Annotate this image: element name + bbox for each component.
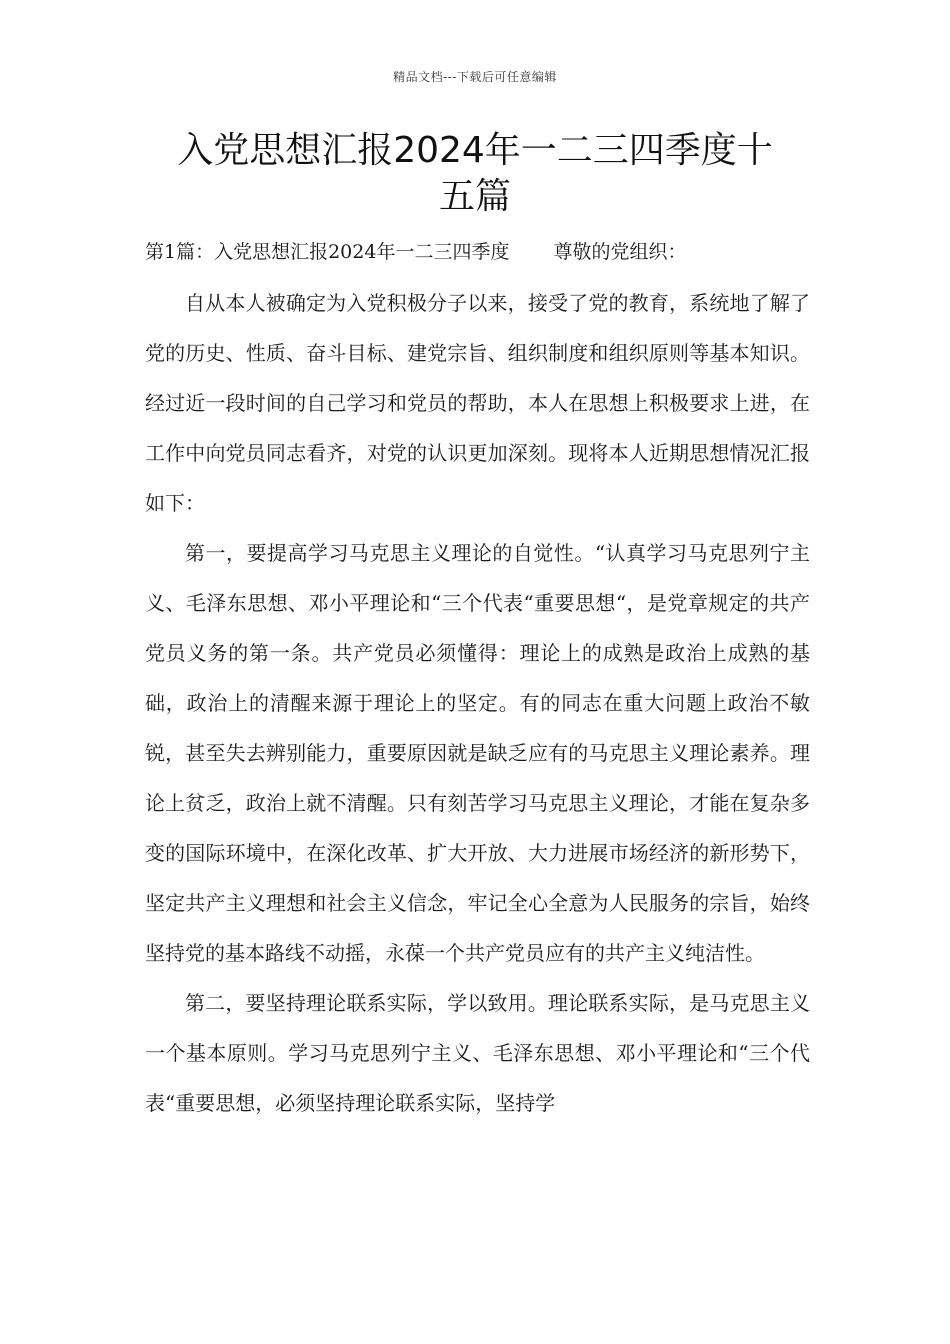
document-title-line-1: 入党思想汇报2024年一二三四季度十: [177, 130, 773, 171]
document-title-line-2: 五篇: [438, 176, 511, 217]
paragraph-first-point: 第一，要提高学习马克思主义理论的自觉性。“认真学习马克思列宁主义、毛泽东思想、邓小平理论和“三个代表“重要思想“，是党章规定的共产党员义务的第一条。共产党员必须懂得：理论上的成熟是政治上成熟的基础，政治上的清醒来源于理论上的坚定。有的同志在重大问题上政治不敏锐，甚至失去辨别能力，重要原因就是缺乏应有的马克思主义理论素养。理论上贫乏，政治上就不清醒。只有刻苦学习马克思主义理论，才能在复杂多变的国际环境中，在深化改革、扩大开放、大力进展市场经济的新形势下，坚定共产主义理想和社会主义信念，牢记全心全意为人民服务的宗旨，始终坚持党的基本路线不动摇，永葆一个共产党员应有的共产主义纯洁性。: [145, 541, 810, 965]
document-body: [145, 232, 810, 1128]
document-title: [140, 128, 810, 220]
paragraph-intro: 自从本人被确定为入党积极分子以来，接受了党的教育，系统地了解了党的历史、性质、奋斗目标、建党宗旨、组织制度和组织原则等基本知识。经过近一段时间的自己学习和党员的帮助，本人在思想上积极要求上进，在工作中向党员同志看齐，对党的认识更加深刻。现将本人近期思想情况汇报如下：: [145, 291, 810, 515]
paragraph-second-point: 第二，要坚持理论联系实际，学以致用。理论联系实际，是马克思主义一个基本原则。学习马克思列宁主义、毛泽东思想、邓小平理论和“三个代表“重要思想，必须坚持理论联系实际，坚持学: [145, 991, 810, 1115]
section-heading-row: [145, 232, 810, 272]
page-header-note: 精品文档---下载后可任意编辑: [393, 70, 557, 84]
section-heading: 第1篇：入党思想汇报2024年一二三四季度: [145, 241, 510, 263]
salutation: 尊敬的党组织：: [553, 241, 687, 263]
